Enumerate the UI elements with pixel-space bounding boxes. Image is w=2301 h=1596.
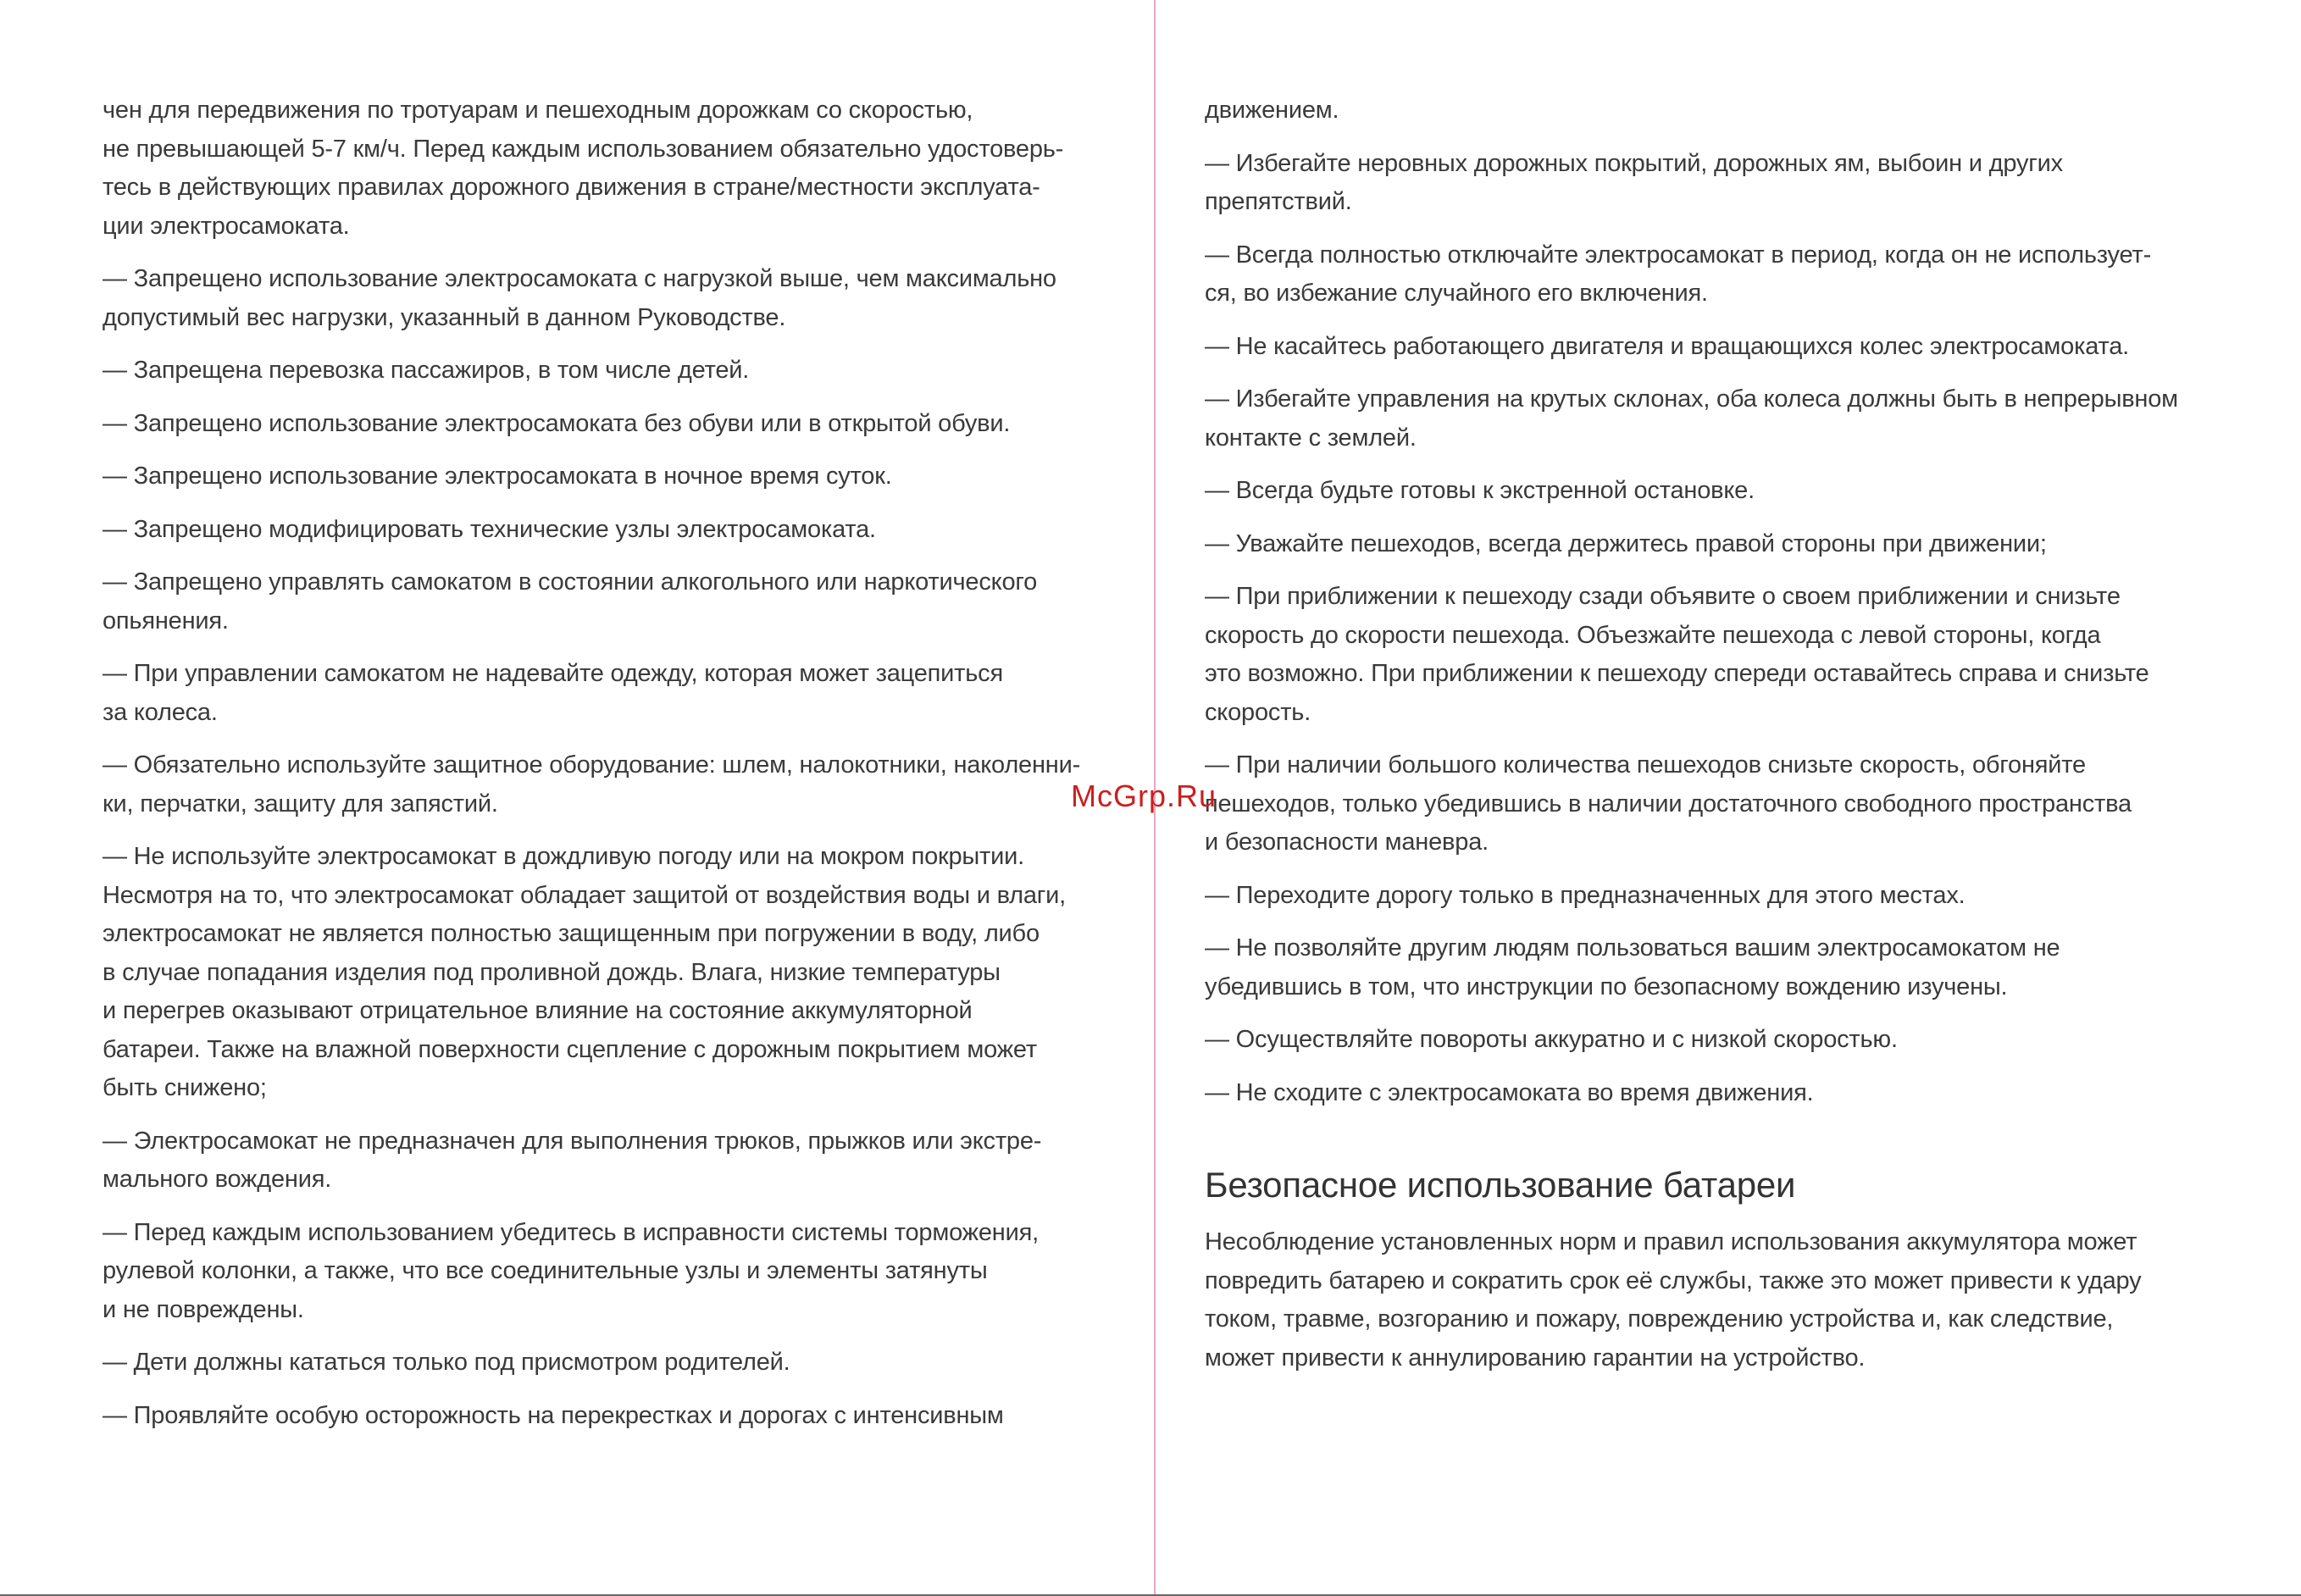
paragraph-respect-pedestrians: — Уважайте пешеходов, всегда держитесь правой стороны при движении; (1205, 529, 2047, 557)
paragraph-emergency-stop: — Всегда будьте готовы к экстренной остановке. (1205, 477, 1755, 504)
paragraph-night-use: — Запрещено использование электросамоката в ночное время суток. (103, 463, 892, 490)
section-heading-battery: Безопасное использование батареи (1205, 1165, 1796, 1205)
right-page (1154, 0, 2301, 1596)
paragraph-speed-rules: чен для передвижения по тротуарам и пешеходным дорожкам со скоростью, не превышающей 5-7 км/ч. Перед каждым использованием обязательно удостоверь- тесь в действующих правилах дорожного движения в стране/местности эксплуата- ции электросамоката. (103, 97, 1064, 240)
paragraph-clothing: — При управлении самокатом не надевайте одежду, которая может зацепиться за колеса. (103, 660, 1003, 726)
paragraph-continuation: движением. (1205, 97, 1339, 124)
left-text-column (103, 91, 1106, 1449)
paragraph-brake-check: — Перед каждым использованием убедитесь в исправности системы торможения, рулевой колонки, а также, что все соединительные узлы и элементы затянуты и не повреждены. (103, 1218, 1039, 1323)
paragraph-battery-rules: Несоблюдение установленных норм и правил использования аккумулятора может повредить батарею и сократить срок её службы, также это может привести к удару током, травме, возгоранию и пожару, повреждению устройства и, как следствие, может привести к аннулированию гарантии на устройство. (1205, 1228, 2142, 1372)
paragraph-no-modification: — Запрещено модифицировать технические узлы электросамоката. (103, 515, 876, 543)
paragraph-steep-slopes: — Избегайте управления на крутых склонах, оба колеса должны быть в непрерывном контакте с землей. (1205, 385, 2178, 452)
paragraph-intersections: — Проявляйте особую осторожность на перекрестках и дорогах с интенсивным (103, 1401, 1004, 1429)
paragraph-motor-wheels: — Не касайтесь работающего двигателя и вращающихся колес электросамоката. (1205, 332, 2130, 360)
paragraph-no-passengers: — Запрещена перевозка пассажиров, в том числе детей. (103, 357, 750, 384)
paragraph-switch-off: — Всегда полностью отключайте электросамокат в период, когда он не использует- ся, во избежание случайного его включения. (1205, 241, 2152, 307)
paragraph-turns: — Осуществляйте повороты аккуратно и с низкой скоростью. (1205, 1026, 1898, 1053)
paragraph-children: — Дети должны кататься только под присмотром родителей. (103, 1349, 790, 1376)
paragraph-max-load: — Запрещено использование электросамоката с нагрузкой выше, чем максимально допустимый вес нагрузки, указанный в данном Руководстве. (103, 265, 1056, 331)
right-text-column (1205, 91, 2264, 1392)
watermark: McGrp.Ru (1071, 779, 1217, 813)
paragraph-crowds: — При наличии большого количества пешеходов снизьте скорость, обгоняйте пешеходов, только убедившись в наличии достаточного свободного пространства и безопасности маневра. (1205, 751, 2132, 856)
paragraph-approach-pedestrian: — При приближении к пешеходу сзади объявите о своем приближении и снизьте скорость до скорости пешехода. Объезжайте пешехода с левой стороны, когда это возможно. При приближении к пешеходу спереди оставайтесь справа и снизьте скорость. (1205, 583, 2149, 726)
paragraph-uneven-roads: — Избегайте неровных дорожных покрытий, дорожных ям, выбоин и других препятствий. (1205, 149, 2063, 215)
paragraph-footwear: — Запрещено использование электросамоката без обуви или в открытой обуви. (103, 409, 1011, 437)
paragraph-crossings: — Переходите дорогу только в предназначенных для этого местах. (1205, 881, 1966, 909)
paragraph-no-tricks: — Электросамокат не предназначен для выполнения трюков, прыжков или экстре- мального вождения. (103, 1127, 1042, 1193)
paragraph-other-users: — Не позволяйте другим людям пользоваться вашим электросамокатом не убедившись в том, что инструкции по безопасному вождению изучены. (1205, 934, 2060, 1000)
paragraph-rain-warning: — Не используйте электросамокат в дождливую погоду или на мокром покрытии. Несмотря на то, что электросамокат обладает защитой от воздействия воды и влаги, электросамокат не является полностью защищенным при погружении в воду, либо в случае попадания изделия под проливной дождь. Влага, низкие температуры и перегрев оказывают отрицательное влияние на состояние аккумуляторной батареи. Также на влажной поверхности сцепление с дорожным покрытием может быть снижено; (103, 843, 1067, 1101)
paragraph-intoxication: — Запрещено управлять самокатом в состоянии алкогольного или наркотического опьянения. (103, 568, 1038, 635)
paragraph-dismount: — Не сходите с электросамоката во время движения. (1205, 1078, 1814, 1106)
paragraph-protective-gear: — Обязательно используйте защитное оборудование: шлем, налокотники, наколенни- ки, перчатки, защиту для запястий. (103, 751, 1081, 817)
